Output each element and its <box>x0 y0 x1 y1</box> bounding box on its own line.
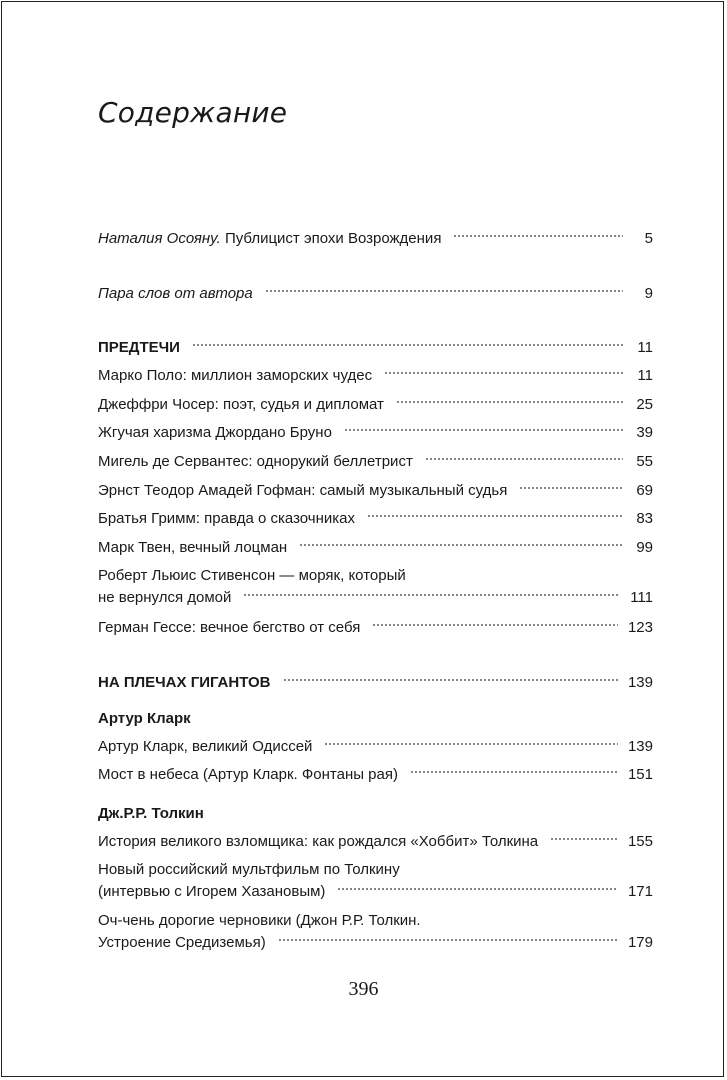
toc-entry-gesse[interactable] <box>98 617 653 639</box>
toc-page-number: 39 <box>636 424 653 441</box>
leader-dots <box>384 370 623 376</box>
toc-subheading-klark: Артур Кларк <box>98 710 191 727</box>
toc-entry-title: История великого взломщика: как рождался «Хоббит» Толкина <box>98 833 539 850</box>
toc-entry-chernoviki[interactable] <box>98 910 653 954</box>
toc-entry-hobbit[interactable] <box>98 831 653 853</box>
toc-entry-title: Марк Твен, вечный лоцман <box>98 539 288 556</box>
toc-section-predtechi[interactable] <box>98 337 653 359</box>
toc-entry-title-line2: (интервью с Игорем Хазановым) <box>98 883 326 900</box>
leader-dots <box>278 937 618 943</box>
leader-dots <box>192 342 623 348</box>
toc-entry-osoyanu[interactable] <box>98 228 653 250</box>
toc-entry-klark-odissey[interactable] <box>98 736 653 758</box>
toc-entry-title: Джеффри Чосер: поэт, судья и дипломат <box>98 396 384 413</box>
toc-entry-grimm[interactable] <box>98 508 653 530</box>
toc-entry-title: Пара слов от автора <box>98 285 253 302</box>
toc-entry-title: Герман Гессе: вечное бегство от себя <box>98 619 361 636</box>
toc-entry-title: Жгучая харизма Джордано Бруно <box>98 424 332 441</box>
toc-section-title: ПРЕДТЕЧИ <box>98 339 180 356</box>
leader-dots <box>283 677 618 683</box>
toc-page-number: 69 <box>636 482 653 499</box>
toc-section-na-plechah[interactable] <box>98 672 653 694</box>
toc-entry-servantes[interactable] <box>98 451 653 473</box>
toc-entry-para-slov[interactable] <box>98 283 653 305</box>
toc-entry-title: Публицист эпохи Возрождения <box>220 230 442 247</box>
toc-page-number: 139 <box>627 674 653 691</box>
toc-entry-title: Мигель де Сервантес: однорукий беллетрист <box>98 453 413 470</box>
toc-entry-title-line2: Устроение Средиземья) <box>98 934 266 951</box>
toc-entry-marko-polo[interactable] <box>98 365 653 387</box>
toc-page-number: 171 <box>627 883 653 900</box>
toc-page-number: 99 <box>636 539 653 556</box>
toc-page-number: 123 <box>627 619 653 636</box>
toc-entry-gofman[interactable] <box>98 480 653 502</box>
leader-dots <box>519 485 623 491</box>
toc-entry-most[interactable] <box>98 764 653 786</box>
toc-page-number: 55 <box>636 453 653 470</box>
leader-dots <box>396 399 623 405</box>
leader-dots <box>265 288 623 294</box>
toc-entry-title-line2: не вернулся домой <box>98 589 232 606</box>
leader-dots <box>324 741 618 747</box>
toc-page-number: 151 <box>627 766 653 783</box>
leader-dots <box>299 542 623 548</box>
toc-entry-bruno[interactable] <box>98 422 653 444</box>
toc-page-number: 179 <box>627 934 653 951</box>
toc-subheading-tolkin: Дж.Р.Р. Толкин <box>98 805 204 822</box>
toc-entry-author: Наталия Осояну. <box>98 230 221 247</box>
toc-entry-choser[interactable] <box>98 394 653 416</box>
toc-entry-title-line1: Оч-чень дорогие черновики (Джон Р.Р. Толкин. <box>98 912 421 929</box>
toc-page-number: 155 <box>627 833 653 850</box>
leader-dots <box>550 836 618 842</box>
toc-entry-tven[interactable] <box>98 537 653 559</box>
leader-dots <box>243 592 620 598</box>
toc-entry-title: Эрнст Теодор Амадей Гофман: самый музыкальный судья <box>98 482 508 499</box>
toc-page-number: 25 <box>636 396 653 413</box>
toc-page-number: 11 <box>637 367 653 384</box>
leader-dots <box>372 622 618 628</box>
toc-page-number: 11 <box>637 339 653 356</box>
toc-entry-title: Марко Поло: миллион заморских чудес <box>98 367 373 384</box>
toc-entry-title: Братья Гримм: правда о сказочниках <box>98 510 356 527</box>
leader-dots <box>367 513 623 519</box>
toc-page-number: 139 <box>627 738 653 755</box>
toc-page-number: 83 <box>636 510 653 527</box>
leader-dots <box>410 769 618 775</box>
toc-section-title: НА ПЛЕЧАХ ГИГАНТОВ <box>98 674 271 691</box>
page-title: Содержание <box>98 96 288 129</box>
toc-entry-title: Артур Кларк, великий Одиссей <box>98 738 313 755</box>
toc-page-number: 5 <box>644 230 653 247</box>
toc-entry-title-line1: Новый российский мультфильм по Толкину <box>98 861 400 878</box>
toc-page-number: 9 <box>644 285 653 302</box>
toc-entry-stivenson[interactable] <box>98 565 653 609</box>
toc-entry-multfilm[interactable] <box>98 859 653 903</box>
leader-dots <box>453 233 623 239</box>
toc-page-number: 111 <box>630 589 653 606</box>
leader-dots <box>337 886 618 892</box>
toc-entry-title: Мост в небеса (Артур Кларк. Фонтаны рая) <box>98 766 398 783</box>
page-number: 396 <box>348 978 379 1000</box>
leader-dots <box>425 456 623 462</box>
toc-entry-title-line1: Роберт Льюис Стивенсон — моряк, который <box>98 567 406 584</box>
leader-dots <box>344 427 623 433</box>
